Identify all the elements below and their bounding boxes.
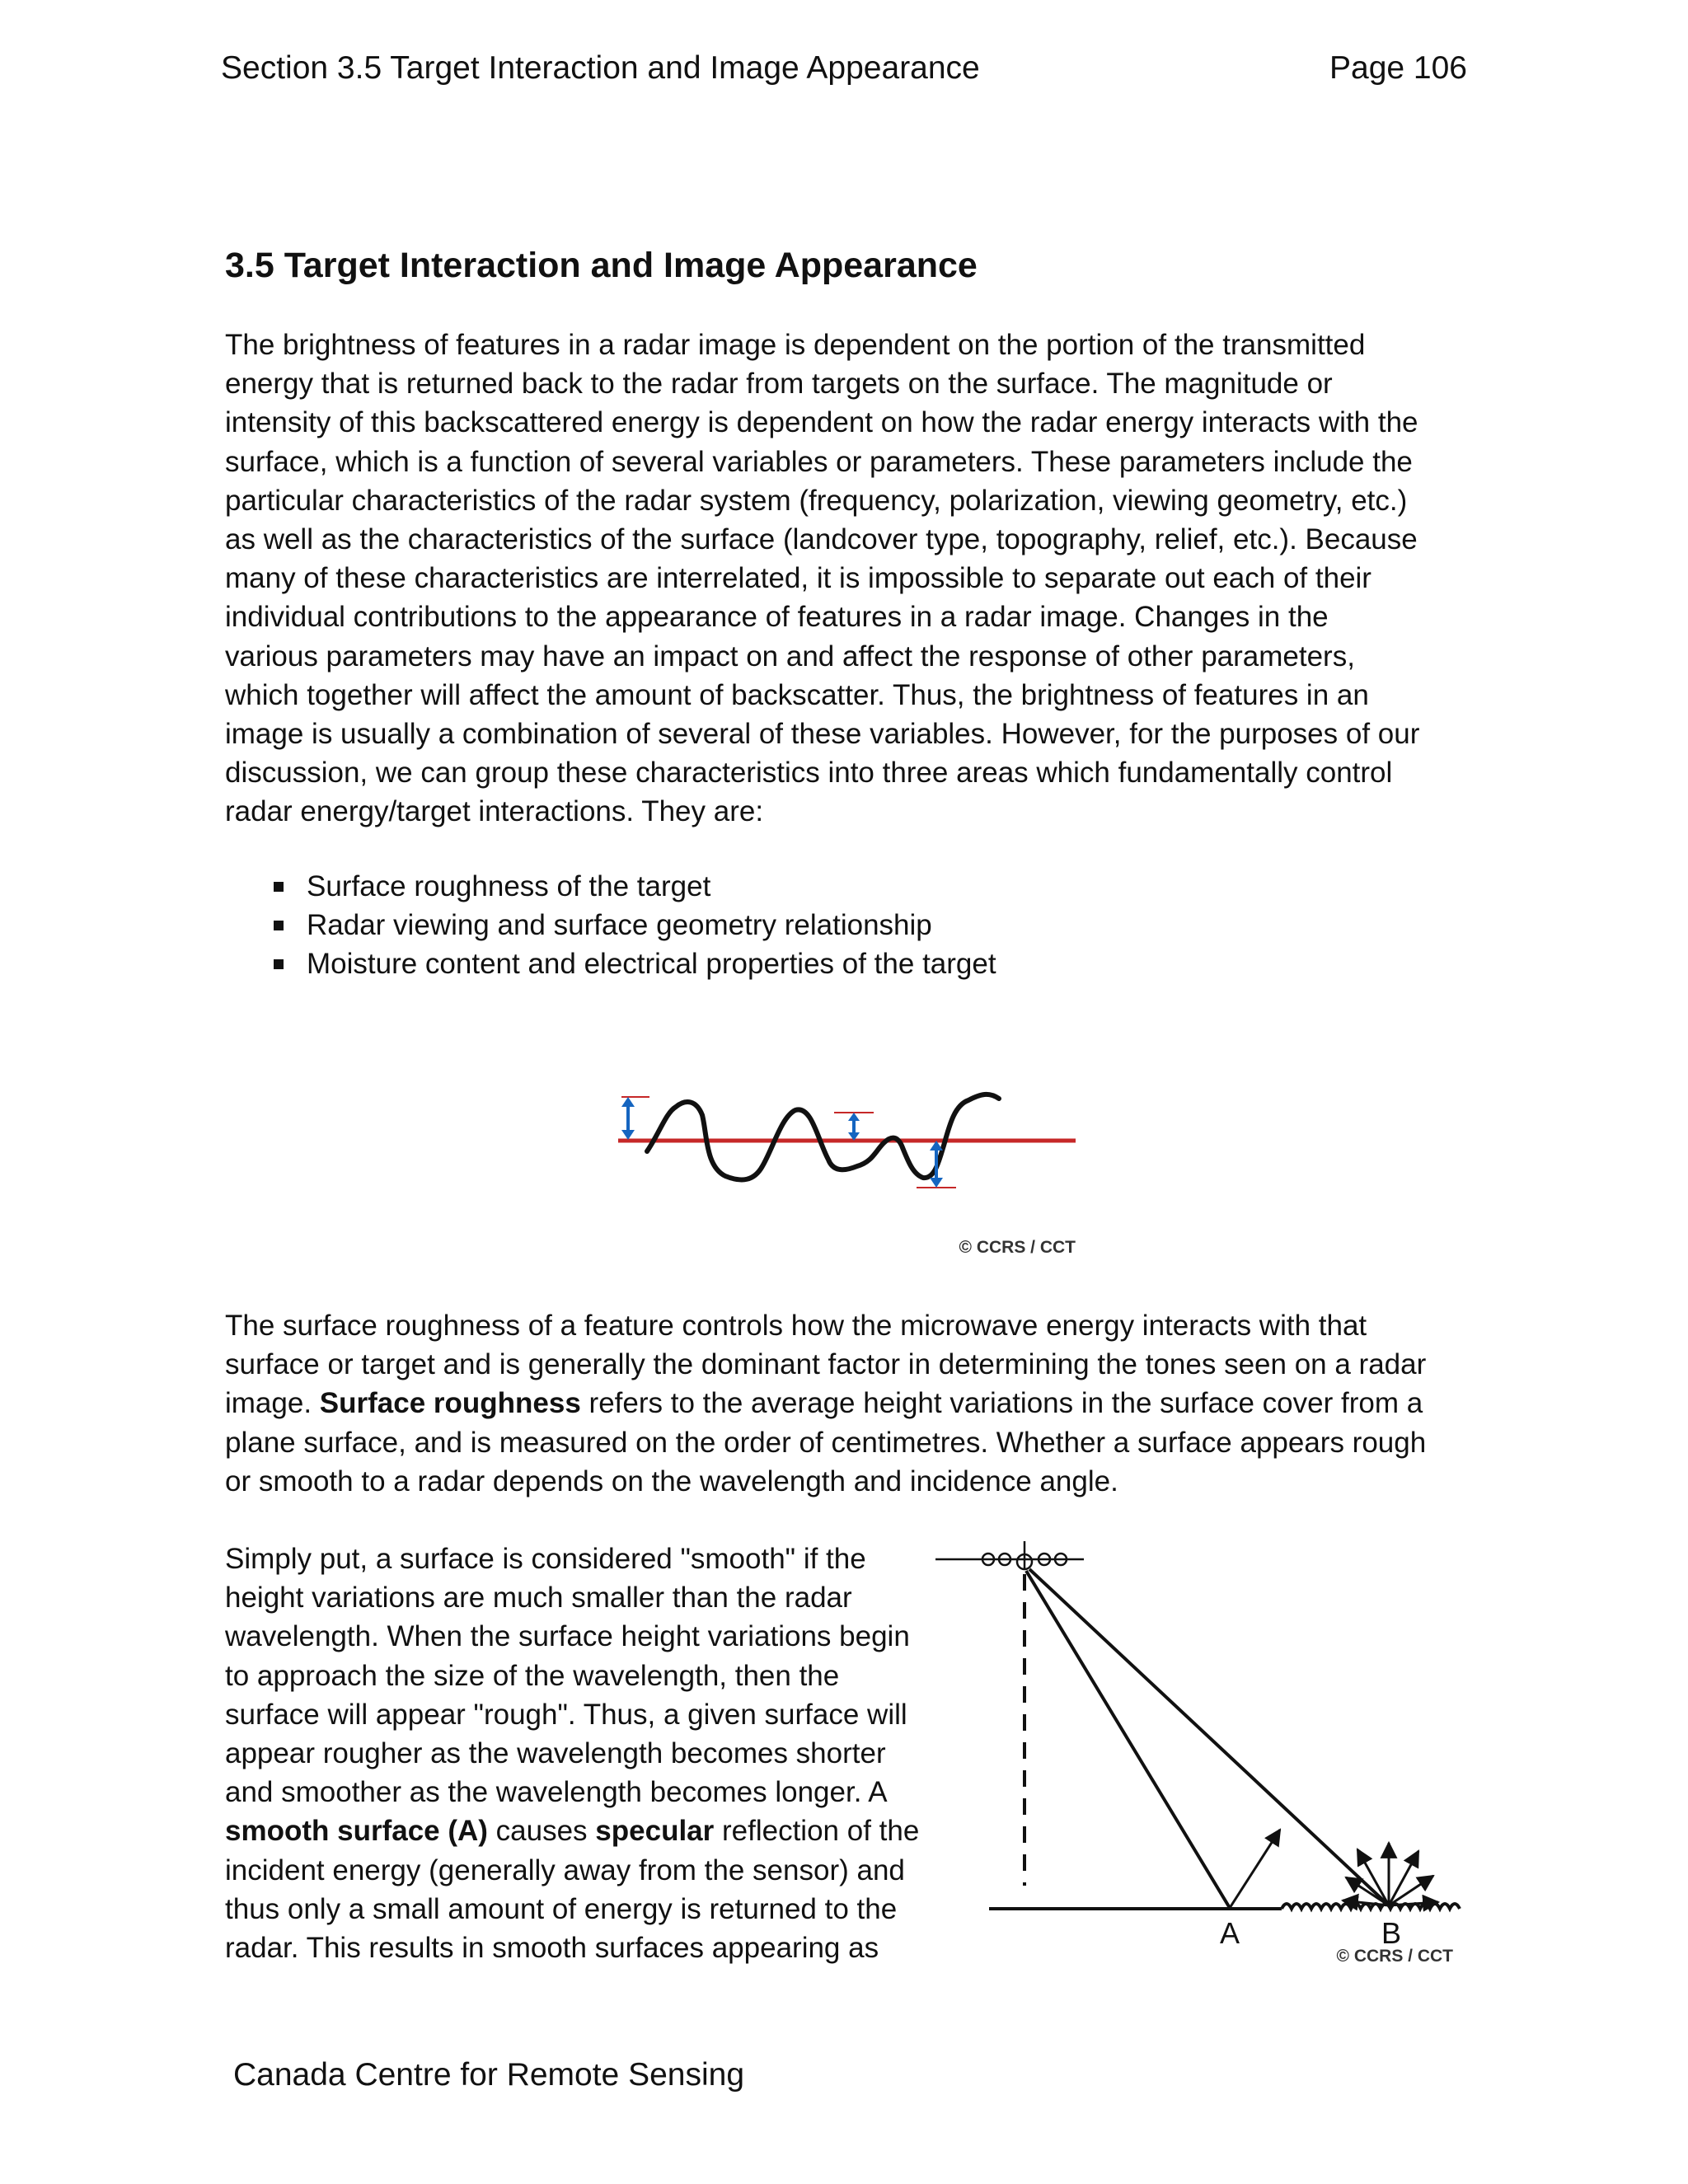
section-title: 3.5 Target Interaction and Image Appearance [225,246,978,285]
intro-line: energy that is returned back to the radar from targets on the surface. The magnitude or [225,368,1333,401]
intro-line: various parameters may have an impact on and affect the response of other parameters, [225,640,1355,673]
paragraph-line: height variations are much smaller than the radar [225,1582,852,1615]
bullet-square-icon [274,921,284,930]
label-b: B [1381,1916,1402,1950]
intro-line: particular characteristics of the radar system (frequency, polarization, viewing geometry, etc.) [225,484,1408,517]
intro-paragraph [225,326,1419,831]
paragraph-line: plane surface, and is measured on the order of centimetres. Whether a surface appears rough [225,1426,1427,1459]
list-item-text: Moisture content and electrical properties of the target [307,948,996,981]
text-run: causes [487,1815,596,1848]
reflection-geometry-figure [935,1525,1463,1961]
specular-reflection-arrow [1230,1830,1280,1908]
page-footer: Canada Centre for Remote Sensing [233,2057,745,2093]
paragraph-line: surface or target and is generally the dominant factor in determining the tones seen on a radar [225,1348,1427,1381]
surface-profile-curve [647,1094,999,1180]
height-arrow-icon [621,1097,635,1140]
label-a: A [1219,1916,1240,1950]
intro-line: individual contributions to the appearance of features in a radar image. Changes in the [225,601,1329,634]
term-specular: specular [595,1815,715,1848]
bullet-square-icon [274,882,284,892]
height-arrow-icon [930,1141,943,1188]
paragraph-line [225,1811,919,1850]
figure-credit: © CCRS / CCT [959,1238,1076,1257]
incident-ray-a [1026,1571,1230,1908]
intro-line: surface, which is a function of several variables or parameters. These parameters include the [225,445,1413,478]
paragraph-line: thus only a small amount of energy is returned to the [225,1892,898,1925]
paragraph-line: to approach the size of the wavelength, then the [225,1659,840,1692]
height-arrow-icon [848,1113,860,1141]
incident-ray-b [1029,1569,1389,1905]
intro-line: image is usually a combination of several of these variables. However, for the purposes of our [225,717,1420,750]
list-item [274,867,996,906]
text-run: refers to the average height variations in the surface cover from a [580,1387,1423,1420]
paragraph-line: wavelength. When the surface height variations begin [225,1620,910,1653]
intro-line: which together will affect the amount of backscatter. Thus, the brightness of features in an [225,678,1369,711]
factor-list [274,867,996,984]
intro-line: as well as the characteristics of the surface (landcover type, topography, relief, etc.). Because [225,523,1418,555]
paragraph-line: appear rougher as the wavelength becomes shorter [225,1736,886,1769]
satellite-sensor-icon [935,1541,1084,1570]
term-smooth-surface: smooth surface (A) [225,1815,488,1848]
header-page-number: Page 106 [1329,50,1467,86]
paragraph-line: The surface roughness of a feature controls how the microwave energy interacts with that [225,1310,1367,1342]
header-section-label: Section 3.5 Target Interaction and Image Appearance [221,50,980,86]
paragraph-line: radar. This results in smooth surfaces appearing as [225,1931,879,1964]
intro-line: many of these characteristics are interrelated, it is impossible to separate out each of their [225,562,1372,595]
intro-line: radar energy/target interactions. They are: [225,795,764,828]
list-item-text: Surface roughness of the target [307,870,711,902]
text-run: reflection of the [714,1815,920,1848]
surface-roughness-figure [610,1084,1088,1261]
intro-line: discussion, we can group these characteristics into three areas which fundamentally control [225,757,1393,790]
figure-credit: © CCRS / CCT [1336,1947,1453,1961]
bullet-square-icon [274,959,284,969]
paragraph-line: surface will appear "rough". Thus, a given surface will [225,1698,907,1731]
list-item-text: Radar viewing and surface geometry relationship [307,909,932,942]
paragraph-line: Simply put, a surface is considered "smooth" if the [225,1543,866,1575]
text-run: image. [225,1387,320,1420]
term-surface-roughness: Surface roughness [319,1387,581,1420]
paragraph-line [225,1384,1426,1422]
running-header [221,45,1467,91]
paragraph-line: incident energy (generally away from the sensor) and [225,1854,905,1886]
smooth-surface-paragraph [225,1540,919,1967]
intro-line: intensity of this backscattered energy is dependent on how the radar energy interacts with the [225,406,1418,439]
list-item [274,906,996,944]
list-item [274,944,996,983]
paragraph-line: or smooth to a radar depends on the wavelength and incidence angle. [225,1465,1118,1497]
roughness-paragraph [225,1306,1426,1501]
intro-line: The brightness of features in a radar image is dependent on the portion of the transmitted [225,329,1366,361]
paragraph-line: and smoother as the wavelength becomes longer. A [225,1776,888,1809]
